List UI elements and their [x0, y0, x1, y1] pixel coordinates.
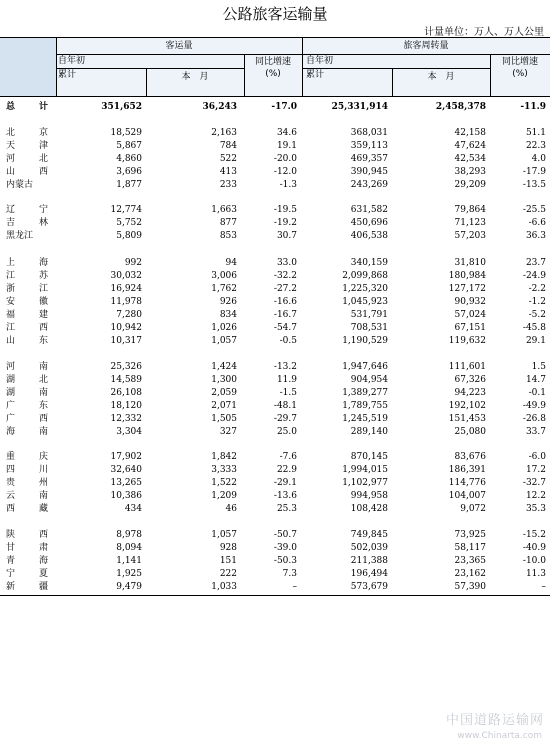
cell-value: 631,582 [350, 205, 388, 215]
cell-value: 1,877 [116, 180, 142, 190]
cell-value: – [292, 582, 297, 592]
table-row [0, 477, 550, 489]
table-row [0, 400, 550, 412]
data-table [0, 37, 550, 592]
cell-value: 10,317 [110, 336, 142, 346]
cell-value: -13.6 [273, 491, 297, 501]
table-row [0, 555, 550, 567]
cell-value: -49.9 [522, 401, 546, 411]
cell-value: 1,057 [211, 530, 237, 540]
cell-value: 243,269 [350, 180, 388, 190]
cell-value: -48.1 [273, 401, 297, 411]
cell-value: -50.3 [273, 556, 297, 566]
cell-value: -7.6 [279, 452, 297, 462]
cell-value: 1,762 [211, 284, 237, 294]
cell-value: 23.7 [525, 258, 546, 268]
table-row [0, 283, 550, 295]
cell-value: 1,209 [211, 491, 237, 501]
cell-value: 13,265 [110, 478, 142, 488]
cell-value: 22.3 [525, 141, 546, 151]
cell-value: 16,924 [110, 284, 142, 294]
cell-value: 2,458,378 [435, 102, 486, 112]
cell-value: 18,120 [110, 401, 142, 411]
cell-value: 7,280 [116, 310, 142, 320]
region-name: 吉 林 [6, 218, 48, 228]
cell-value: 1,057 [211, 336, 237, 346]
unit-label: 计量单位：万人、万人公里 [424, 27, 544, 38]
cell-value: -10.0 [522, 556, 546, 566]
cell-value: 1,300 [211, 375, 237, 385]
table-row [0, 230, 550, 242]
cell-value: 51.1 [525, 128, 546, 138]
cell-value: 67,326 [454, 375, 486, 385]
cell-value: 25.3 [276, 504, 297, 514]
cell-value: -45.8 [522, 323, 546, 333]
cell-value: 14,589 [110, 375, 142, 385]
cell-value: 94,223 [454, 388, 486, 398]
header-yoy-unit-2: (%) [512, 69, 528, 79]
cell-value: 3,304 [116, 427, 142, 437]
cell-value: 1,045,923 [342, 297, 388, 307]
header-since-year-start-2: 自年初 [306, 56, 334, 66]
table-row [0, 542, 550, 554]
cell-value: 25,326 [110, 362, 142, 372]
cell-value: 450,696 [350, 218, 388, 228]
table-row [0, 503, 550, 515]
table-row [0, 413, 550, 425]
cell-value: 25.0 [276, 427, 297, 437]
cell-value: 5,809 [116, 231, 142, 241]
cell-value: -6.6 [528, 218, 546, 228]
region-name: 上 海 [6, 258, 48, 268]
region-name: 浙 江 [6, 284, 48, 294]
cell-value: 368,031 [350, 128, 388, 138]
table-row [0, 464, 550, 476]
cell-value: 1,947,646 [342, 362, 388, 372]
cell-value: 57,024 [454, 310, 486, 320]
cell-value: 4.0 [531, 154, 546, 164]
table-row [0, 322, 550, 334]
cell-value: 151,453 [448, 414, 486, 424]
table-row [0, 309, 550, 321]
cell-value: 351,652 [101, 102, 142, 112]
cell-value: 42,534 [454, 154, 486, 164]
cell-value: -27.2 [273, 284, 297, 294]
cell-value: 502,039 [350, 543, 388, 553]
cell-value: -54.7 [273, 323, 297, 333]
cell-value: 36,243 [202, 102, 237, 112]
cell-value: 25,080 [454, 427, 486, 437]
cell-value: -0.1 [528, 388, 546, 398]
cell-value: 1,141 [116, 556, 142, 566]
cell-value: 289,140 [350, 427, 388, 437]
cell-value: -20.0 [273, 154, 297, 164]
cell-value: 1,225,320 [342, 284, 388, 294]
region-name: 河 南 [6, 362, 48, 372]
cell-value: 32,640 [110, 465, 142, 475]
cell-value: 406,538 [350, 231, 388, 241]
cell-value: 222 [219, 569, 237, 579]
cell-value: 31,810 [454, 258, 486, 268]
cell-value: 708,531 [350, 323, 388, 333]
cell-value: -19.2 [273, 218, 297, 228]
header-since-year-start-1: 自年初 [58, 56, 86, 66]
cell-value: 390,945 [350, 167, 388, 177]
cell-value: 94 [225, 258, 237, 268]
cell-value: 1,994,015 [342, 465, 388, 475]
cell-value: -16.7 [273, 310, 297, 320]
cell-value: 33.7 [525, 427, 546, 437]
region-name: 内蒙古 [6, 180, 34, 190]
cell-value: 38,293 [454, 167, 486, 177]
cell-value: 58,117 [454, 543, 486, 553]
cell-value: 926 [219, 297, 237, 307]
region-name: 海 南 [6, 427, 48, 437]
cell-value: -25.5 [522, 205, 546, 215]
header-cumulative-2: 累计 [306, 70, 325, 80]
cell-value: 7.3 [282, 569, 297, 579]
cell-value: -17.0 [271, 102, 297, 112]
header-yoy-2: 同比增速 [501, 57, 538, 67]
table-row [0, 127, 550, 139]
region-name: 河 北 [6, 154, 48, 164]
cell-value: 9,072 [460, 504, 486, 514]
cell-value: 11.3 [525, 569, 546, 579]
cell-value: -40.9 [522, 543, 546, 553]
table-row [0, 217, 550, 229]
cell-value: 90,932 [454, 297, 486, 307]
cell-value: 1,505 [211, 414, 237, 424]
cell-value: -39.0 [273, 543, 297, 553]
cell-value: -24.9 [522, 271, 546, 281]
region-name: 广 东 [6, 401, 48, 411]
cell-value: 992 [124, 258, 142, 268]
cell-value: -50.7 [273, 530, 297, 540]
cell-value: 46 [225, 504, 237, 514]
region-name: 陕 西 [6, 530, 48, 540]
region-name: 广 西 [6, 414, 48, 424]
cell-value: -1.2 [528, 297, 546, 307]
cell-value: 30.7 [276, 231, 297, 241]
cell-value: 42,158 [454, 128, 486, 138]
cell-value: 3,696 [116, 167, 142, 177]
cell-value: 10,942 [110, 323, 142, 333]
cell-value: 994,958 [350, 491, 388, 501]
region-name: 福 建 [6, 310, 48, 320]
cell-value: 111,601 [448, 362, 486, 372]
table-row [0, 490, 550, 502]
region-name: 贵 州 [6, 478, 48, 488]
cell-value: -26.8 [522, 414, 546, 424]
cell-value: -15.2 [522, 530, 546, 540]
table-row [0, 361, 550, 373]
table-row [0, 568, 550, 580]
cell-value: -13.2 [273, 362, 297, 372]
region-name: 新 疆 [6, 582, 48, 592]
cell-value: -32.2 [273, 271, 297, 281]
table-row [0, 335, 550, 347]
cell-value: 196,494 [350, 569, 388, 579]
cell-value: -19.5 [273, 205, 297, 215]
cell-value: 14.7 [525, 375, 546, 385]
header-cumulative-1: 累计 [58, 70, 77, 80]
header-yoy-1: 同比增速 [254, 57, 291, 67]
cell-value: 531,791 [350, 310, 388, 320]
cell-value: 359,113 [350, 141, 388, 151]
cell-value: 30,032 [110, 271, 142, 281]
cell-value: 1.5 [531, 362, 546, 372]
cell-value: 17,902 [110, 452, 142, 462]
region-name: 辽 宁 [6, 205, 48, 215]
region-name: 山 东 [6, 336, 48, 346]
cell-value: 12,774 [110, 205, 142, 215]
header-yoy-unit-1: (%) [265, 69, 281, 79]
cell-value: -1.3 [279, 180, 297, 190]
cell-value: 18,529 [110, 128, 142, 138]
cell-value: -29.7 [273, 414, 297, 424]
region-name: 山 西 [6, 167, 48, 177]
region-name: 宁 夏 [6, 569, 48, 579]
cell-value: 2,071 [211, 401, 237, 411]
region-name: 总 计 [6, 102, 48, 112]
cell-value: 870,145 [350, 452, 388, 462]
cell-value: 834 [219, 310, 237, 320]
cell-value: 34.6 [276, 128, 297, 138]
cell-value: 12.2 [525, 491, 546, 501]
cell-value: 928 [219, 543, 237, 553]
cell-value: 73,925 [454, 530, 486, 540]
cell-value: 180,984 [448, 271, 486, 281]
cell-value: -12.0 [273, 167, 297, 177]
cell-value: 434 [124, 504, 142, 514]
cell-value: 2,099,868 [342, 271, 388, 281]
region-name: 江 西 [6, 323, 48, 333]
cell-value: 1,026 [211, 323, 237, 333]
cell-value: 469,357 [350, 154, 388, 164]
cell-value: 1,245,519 [342, 414, 388, 424]
cell-value: 4,860 [116, 154, 142, 164]
cell-value: 3,333 [211, 465, 237, 475]
cell-value: -16.6 [273, 297, 297, 307]
cell-value: -17.9 [522, 167, 546, 177]
cell-value: 35.3 [525, 504, 546, 514]
cell-value: 83,676 [454, 452, 486, 462]
table-row [0, 179, 550, 191]
cell-value: 23,162 [454, 569, 486, 579]
total-row [0, 101, 550, 113]
cell-value: 5,867 [116, 141, 142, 151]
cell-value: -29.1 [273, 478, 297, 488]
cell-value: -5.2 [528, 310, 546, 320]
table-row [0, 204, 550, 216]
cell-value: 1,789,755 [342, 401, 388, 411]
region-name: 安 徽 [6, 297, 48, 307]
cell-value: 9,479 [116, 582, 142, 592]
cell-value: 3,006 [211, 271, 237, 281]
table-row [0, 270, 550, 282]
cell-value: 211,388 [350, 556, 388, 566]
cell-value: 8,978 [116, 530, 142, 540]
cell-value: 104,007 [448, 491, 486, 501]
cell-value: 749,845 [350, 530, 388, 540]
cell-value: 904,954 [350, 375, 388, 385]
cell-value: -1.5 [279, 388, 297, 398]
header-this-month-2: 本 月 [427, 72, 455, 82]
cell-value: 47,624 [454, 141, 486, 151]
cell-value: 877 [219, 218, 237, 228]
region-name: 青 海 [6, 556, 48, 566]
region-name: 黑龙江 [6, 231, 34, 241]
cell-value: 413 [219, 167, 237, 177]
cell-value: -11.9 [520, 102, 546, 112]
cell-value: 1,663 [211, 205, 237, 215]
table-row [0, 581, 550, 593]
cell-value: 119,632 [448, 336, 486, 346]
cell-value: -0.5 [279, 336, 297, 346]
table-row [0, 529, 550, 541]
cell-value: 340,159 [350, 258, 388, 268]
cell-value: 1,522 [211, 478, 237, 488]
cell-value: 71,123 [454, 218, 486, 228]
table-row [0, 387, 550, 399]
cell-value: 36.3 [525, 231, 546, 241]
region-name: 北 京 [6, 128, 48, 138]
table-row [0, 296, 550, 308]
cell-value: -6.0 [528, 452, 546, 462]
watermark: 中国道路运输网 [445, 713, 544, 728]
cell-value: 327 [219, 427, 237, 437]
cell-value: 29,209 [454, 180, 486, 190]
cell-value: 114,776 [448, 478, 486, 488]
watermark-url: www.Chinarta.com [457, 731, 542, 741]
cell-value: 79,864 [454, 205, 486, 215]
region-name: 甘 肃 [6, 543, 48, 553]
cell-value: 151 [219, 556, 237, 566]
cell-value: 12,332 [110, 414, 142, 424]
table-row [0, 257, 550, 269]
cell-value: 17.2 [525, 465, 546, 475]
header-this-month-1: 本 月 [181, 72, 209, 82]
table-row [0, 166, 550, 178]
cell-value: 11.9 [276, 375, 297, 385]
header-passenger-volume: 客运量 [165, 41, 193, 51]
cell-value: 25,331,914 [331, 102, 388, 112]
region-name: 天 津 [6, 141, 48, 151]
cell-value: 1,925 [116, 569, 142, 579]
cell-value: 1,424 [211, 362, 237, 372]
cell-value: -32.7 [522, 478, 546, 488]
region-name: 湖 北 [6, 375, 48, 385]
region-name: 云 南 [6, 491, 48, 501]
cell-value: 1,389,277 [342, 388, 388, 398]
table-row [0, 451, 550, 463]
table-header [0, 37, 550, 97]
cell-value: -2.2 [528, 284, 546, 294]
cell-value: 573,679 [350, 582, 388, 592]
cell-value: 22.9 [276, 465, 297, 475]
cell-value: 67,151 [454, 323, 486, 333]
cell-value: 10,386 [110, 491, 142, 501]
cell-value: 784 [219, 141, 237, 151]
page-title: 公路旅客运输量 [222, 5, 328, 23]
cell-value: 192,102 [448, 401, 486, 411]
cell-value: 33.0 [276, 258, 297, 268]
region-name: 江 苏 [6, 271, 48, 281]
cell-value: 233 [219, 180, 237, 190]
cell-value: 57,203 [454, 231, 486, 241]
cell-value: 23,365 [454, 556, 486, 566]
region-name: 西 藏 [6, 504, 48, 514]
table-row [0, 374, 550, 386]
cell-value: 57,390 [454, 582, 486, 592]
table-row [0, 140, 550, 152]
cell-value: 2,059 [211, 388, 237, 398]
region-name: 重 庆 [6, 452, 48, 462]
cell-value: 1,102,977 [342, 478, 388, 488]
cell-value: 1,190,529 [342, 336, 388, 346]
cell-value: 1,842 [211, 452, 237, 462]
cell-value: 2,163 [211, 128, 237, 138]
header-passenger-turnover: 旅客周转量 [403, 41, 449, 51]
cell-value: 1,033 [211, 582, 237, 592]
cell-value: -13.5 [522, 180, 546, 190]
cell-value: 853 [219, 231, 237, 241]
cell-value: – [541, 582, 546, 592]
cell-value: 8,094 [116, 543, 142, 553]
table-row [0, 426, 550, 438]
cell-value: 127,172 [448, 284, 486, 294]
region-name: 湖 南 [6, 388, 48, 398]
cell-value: 5,752 [116, 218, 142, 228]
cell-value: 29.1 [525, 336, 546, 346]
cell-value: 19.1 [276, 141, 297, 151]
cell-value: 26,108 [110, 388, 142, 398]
region-name: 四 川 [6, 465, 48, 475]
cell-value: 522 [219, 154, 237, 164]
cell-value: 186,391 [448, 465, 486, 475]
cell-value: 108,428 [350, 504, 388, 514]
cell-value: 11,978 [110, 297, 142, 307]
table-row [0, 153, 550, 165]
